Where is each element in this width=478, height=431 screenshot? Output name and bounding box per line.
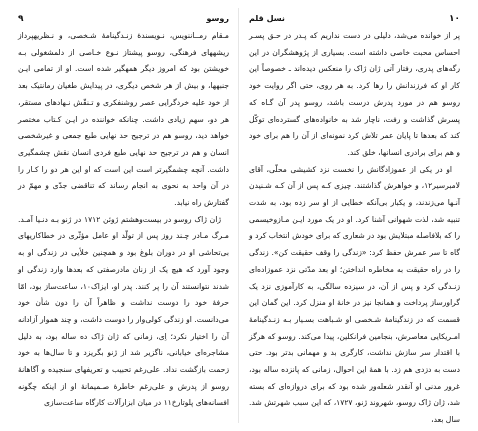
left-page-title: روسو [206,14,229,23]
right-page-header [249,14,460,26]
left-paragraph: ژان ژاک روسو در بیست‌وهشتم ژوئن ۱۷۱۲ در ژنو بـه دنـیا آمـد. مـرگ مـادر چـند روز پس از تولّد او عامل مؤثّری در خطاکاریهای بی‌تحاشی او در دوران بلوغ بود و همچنین خلأیی در زندگی او به وجود آورد که هیچ یک از زنان مادرصفتی که بعدها وارد زندگی او شدند نتوانستند آن را پر کنند. پدر او، ایزاک۱۰، ساعت‌ساز بود، امّا حرفهٔ خود را دوست نداشت و ظاهراً آن را دون شأن خود می‌دانست. او زندگی کولی‌وار را دوست داشت، و چند هموار آزادانه آن را اختیار نکرد؛ اِی، زمانی که ژان ژاک ده ساله بود، به دلیل مشاجره‌ای خیابانی، ناگزیر شد از ژنو بگریزد و تا سال‌ها به خود زحمت بازگشت نداد. علی‌رغم تحبیب و تعریفهای سنجیده و آگاهانهٔ روسو از پدرش و علی‌رغم خاطرهٔ صـمیمانهٔ او از اینکه چگونه افسانه‌های پلوتارخ۱۱ در میان ابزارآلات کارگاه ساعت‌سازی [18,214,229,408]
left-page-header [18,14,229,26]
right-page-number: ۱۰ [449,14,460,24]
left-page-body [18,28,229,412]
right-page [239,0,478,431]
left-page-number: ۹ [18,14,24,24]
left-paragraph: مـقام رمــاننویس، نـویسندهٔ زنـدگینامهٔ شـخصی، و نـظریهپرداز ریشههای فرهنگی، روسو پیشتاز نـوع خـاصی از دلمشغولی بـه خویشتن بود که امروز دیگر همهگیر شده است. او از تمامی ایـن جنبهها، و بیش از هر شخص دیگری، در پیدایش طغیان رمانتیک بعد از خود علیه خردگرایی عصر روشنفکری و تـنقّش نـهادهای مستقر، هر دو، سهم زیادی داشت. چنانکه خواننده در ایـن کـتاب مختصر خواهد دید، روسو هم در ترجیح حد نهایی طبع جمعی و غیرشخصی انسان و هم در ترجیح حد نهایی طبع فردی انسان نقش چشمگیری داشت. آنچه چشمگیرتر است این است که او این هر دو را کـار را در آن واحد به نحوی به انجام رساند که تناقضی جدّی و مهمّ در گفتارش راه نیابد. [18,31,229,208]
right-paragraph: او در یکی از عموزادگانش را نخست نزد کشیشی محلّی، آقای لامبرسیر۱۲، و خواهرش گذاشتند. چیزی کـه پس از آن کـه شـنیدن آنـها می‌زندند، و یکبار بی‌آنکه خطایی از او سر زده بود، به شدت تنبیه شد، لذت شهوانی آشنا کرد. او در یک مورد ایـن مـازوخیسمی را که بلافاصله مبتلایش بود در شعاری که برای خودش انتخاب کرد و گاه تا سر عمرش حفظ کرد: «زندگی را وقف حقیقت کن». زندگی را در راه حقیقت به مخاطره انداختن؛ او بعد مدّتی نزد عموزاده‌ای زنـدگی کرد و پس از آن، در سیزده سالگی، به کارآموزی نزد یک گراورساز پرداخت و همانجا نیز در خانهٔ او منزل کرد. این گمان این قسمت که در زندگینامهٔ شـخصی او شـباهت بسـیار بـه زنـدگینامهٔ امـریکایی معاصرش، بنجامین فرانکلین، پیدا می‌کند. روسو که هرگز با اقتدار سر سازش نداشت، کارگری بد و مهمانی بدتر بود. حتی دست به دزدی هم زد. با همهٔ این احوال، زمانی که پانزده ساله بود، غرور مدنی او آنقدر شعله‌ور شده بود که برای دروازه‌ای که بسته شد، ژان ژاک روسو، شهروند ژنو، ۱۷۲۷، که این سبب شهرتش شد. سال بعد، [249,164,460,425]
right-page-body [249,28,460,429]
right-page-title: نسل قلم [249,14,285,23]
right-paragraph: پر از خوانده می‌شد، دلیلی در دست نداریم که پـدر در حـق پسـر احساس محبت خاصی داشته است. بسیاری از پژوهشگران در این رگه‌های پدری، رفتار آتی ژان ژاک را منعکس دیده‌اند ـ خصوصاً این کار او که فرزندانش را رها کرد. به هر روی، حتی اگر روایت خود روسو هم در مورد پدرش درست باشد، روسو پدر آن گـاه که پسرش گذاشت و رفت، ناچار شد به خانواده‌های گسترده‌ای توکّل کند که بعدها تا پایان عمر تلاش کرد نمونه‌ای از آن را هم برای خود و هم برای برادری انسانها، خلق کند. [249,31,460,157]
